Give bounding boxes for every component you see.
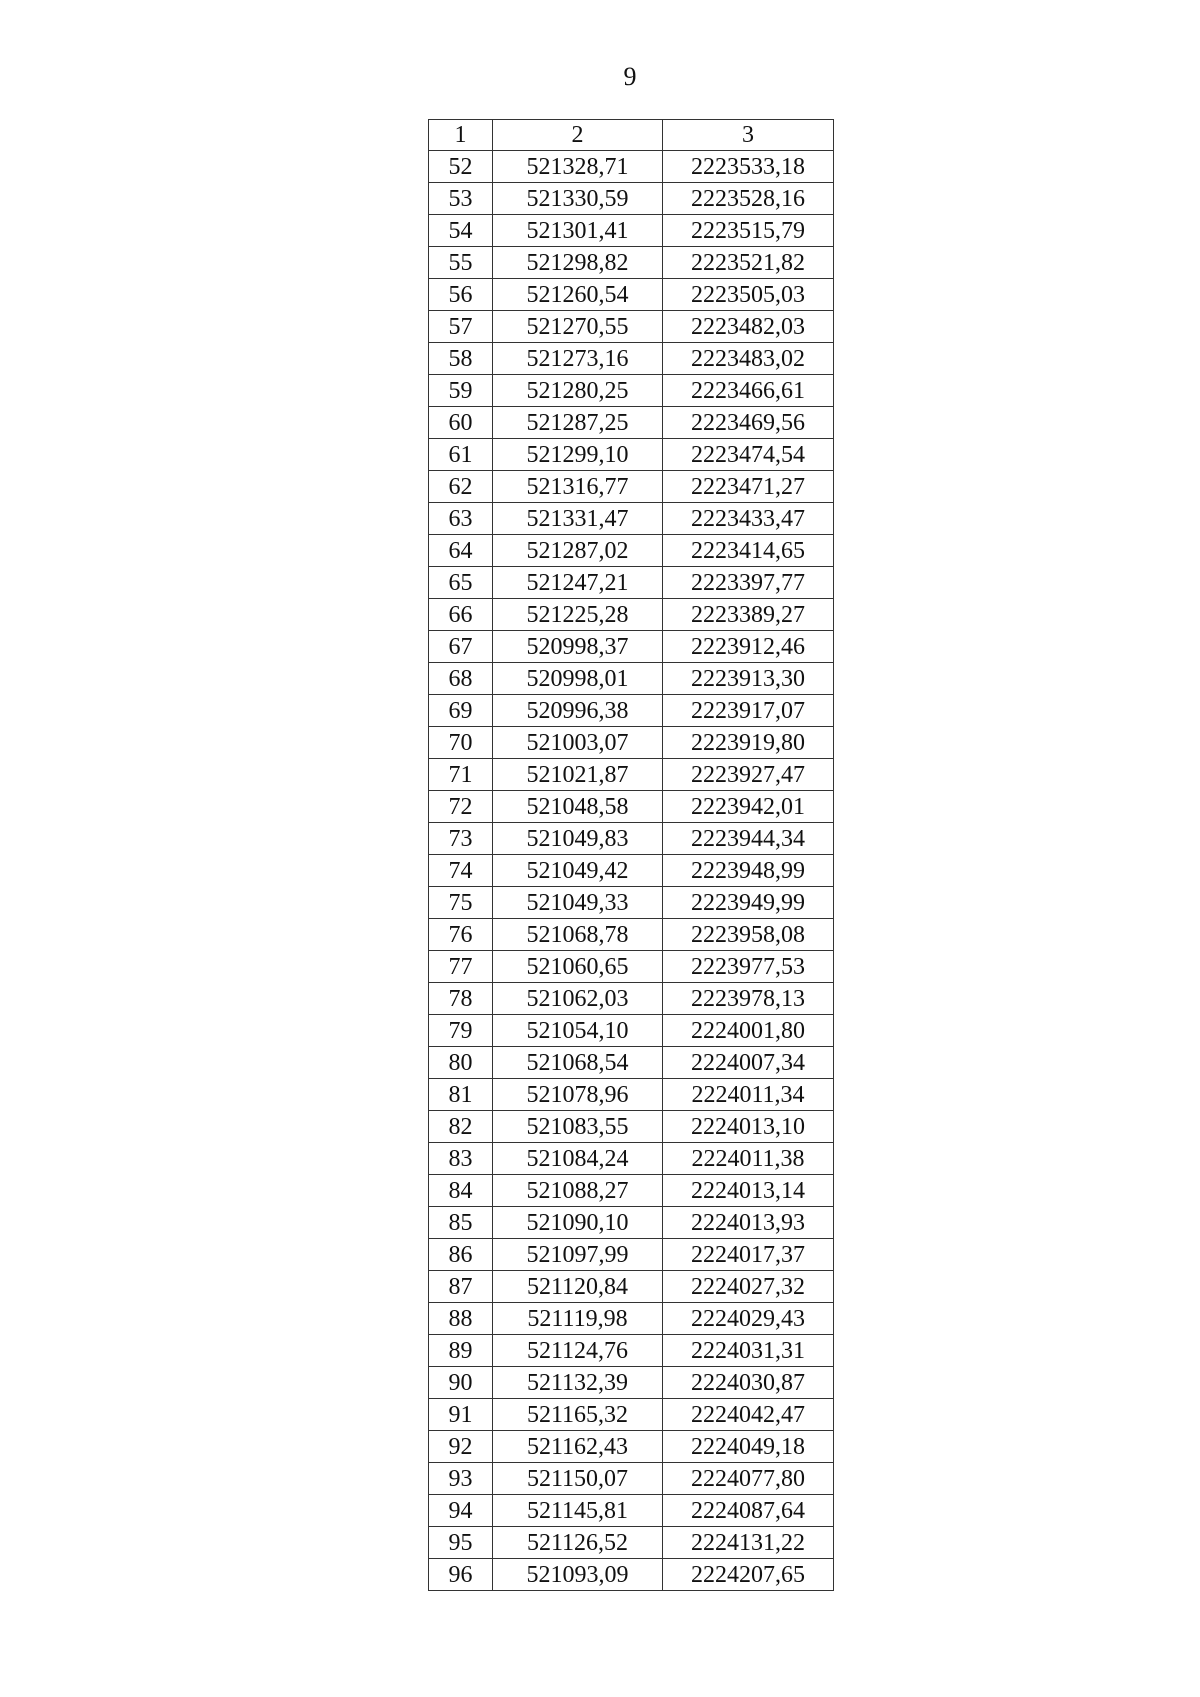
table-row (429, 951, 834, 983)
point-number-cell: 81 (429, 1079, 493, 1111)
x-coordinate-cell: 521298,82 (493, 247, 663, 279)
y-coordinate-cell: 2224031,31 (663, 1335, 834, 1367)
x-coordinate-cell: 521049,42 (493, 855, 663, 887)
y-coordinate-cell: 2223927,47 (663, 759, 834, 791)
point-number-cell: 69 (429, 695, 493, 727)
x-coordinate-cell: 521054,10 (493, 1015, 663, 1047)
x-coordinate-cell: 521124,76 (493, 1335, 663, 1367)
table-row (429, 311, 834, 343)
point-number-cell: 54 (429, 215, 493, 247)
x-coordinate-cell: 521126,52 (493, 1527, 663, 1559)
x-coordinate-cell: 521120,84 (493, 1271, 663, 1303)
point-number-cell: 60 (429, 407, 493, 439)
y-coordinate-cell: 2223474,54 (663, 439, 834, 471)
point-number-cell: 64 (429, 535, 493, 567)
y-coordinate-cell: 2224011,38 (663, 1143, 834, 1175)
point-number-cell: 56 (429, 279, 493, 311)
y-coordinate-cell: 2223958,08 (663, 919, 834, 951)
x-coordinate-cell: 521225,28 (493, 599, 663, 631)
x-coordinate-cell: 521021,87 (493, 759, 663, 791)
table-row (429, 503, 834, 535)
table-row (429, 983, 834, 1015)
point-number-cell: 67 (429, 631, 493, 663)
y-coordinate-cell: 2223389,27 (663, 599, 834, 631)
x-coordinate-cell: 521003,07 (493, 727, 663, 759)
x-coordinate-cell: 521280,25 (493, 375, 663, 407)
table-row (429, 695, 834, 727)
table-row (429, 1527, 834, 1559)
point-number-cell: 71 (429, 759, 493, 791)
y-coordinate-cell: 2224077,80 (663, 1463, 834, 1495)
x-coordinate-cell: 521068,54 (493, 1047, 663, 1079)
y-coordinate-cell: 2223949,99 (663, 887, 834, 919)
table-row (429, 1399, 834, 1431)
point-number-cell: 74 (429, 855, 493, 887)
point-number-cell: 90 (429, 1367, 493, 1399)
point-number-cell: 77 (429, 951, 493, 983)
point-number-cell: 95 (429, 1527, 493, 1559)
x-coordinate-cell: 520996,38 (493, 695, 663, 727)
x-coordinate-cell: 521097,99 (493, 1239, 663, 1271)
table-row (429, 1463, 834, 1495)
table-row (429, 1079, 834, 1111)
point-number-cell: 94 (429, 1495, 493, 1527)
table-row (429, 375, 834, 407)
point-number-cell: 86 (429, 1239, 493, 1271)
table-row (429, 663, 834, 695)
table-row (429, 1367, 834, 1399)
x-coordinate-cell: 521328,71 (493, 151, 663, 183)
x-coordinate-cell: 521270,55 (493, 311, 663, 343)
x-coordinate-cell: 521165,32 (493, 1399, 663, 1431)
point-number-cell: 87 (429, 1271, 493, 1303)
y-coordinate-cell: 2223471,27 (663, 471, 834, 503)
y-coordinate-cell: 2224087,64 (663, 1495, 834, 1527)
column-header-2: 2 (493, 120, 663, 151)
y-coordinate-cell: 2224042,47 (663, 1399, 834, 1431)
point-number-cell: 83 (429, 1143, 493, 1175)
table-row (429, 919, 834, 951)
table-row (429, 855, 834, 887)
table-row (429, 1431, 834, 1463)
y-coordinate-cell: 2223977,53 (663, 951, 834, 983)
point-number-cell: 63 (429, 503, 493, 535)
x-coordinate-cell: 521287,25 (493, 407, 663, 439)
table-row (429, 279, 834, 311)
x-coordinate-cell: 521049,83 (493, 823, 663, 855)
point-number-cell: 72 (429, 791, 493, 823)
y-coordinate-cell: 2223515,79 (663, 215, 834, 247)
point-number-cell: 62 (429, 471, 493, 503)
y-coordinate-cell: 2223414,65 (663, 535, 834, 567)
x-coordinate-cell: 521316,77 (493, 471, 663, 503)
x-coordinate-cell: 521083,55 (493, 1111, 663, 1143)
y-coordinate-cell: 2223505,03 (663, 279, 834, 311)
point-number-cell: 89 (429, 1335, 493, 1367)
x-coordinate-cell: 521084,24 (493, 1143, 663, 1175)
table-row (429, 247, 834, 279)
y-coordinate-cell: 2223944,34 (663, 823, 834, 855)
point-number-cell: 79 (429, 1015, 493, 1047)
point-number-cell: 85 (429, 1207, 493, 1239)
table-row (429, 823, 834, 855)
x-coordinate-cell: 521119,98 (493, 1303, 663, 1335)
point-number-cell: 93 (429, 1463, 493, 1495)
point-number-cell: 58 (429, 343, 493, 375)
y-coordinate-cell: 2223942,01 (663, 791, 834, 823)
x-coordinate-cell: 521060,65 (493, 951, 663, 983)
table-row (429, 1047, 834, 1079)
x-coordinate-cell: 521062,03 (493, 983, 663, 1015)
y-coordinate-cell: 2224017,37 (663, 1239, 834, 1271)
point-number-cell: 70 (429, 727, 493, 759)
coordinates-table (428, 119, 834, 1591)
x-coordinate-cell: 521331,47 (493, 503, 663, 535)
table-row (429, 439, 834, 471)
table-row (429, 1271, 834, 1303)
point-number-cell: 53 (429, 183, 493, 215)
page-number: 9 (623, 62, 637, 91)
y-coordinate-cell: 2223917,07 (663, 695, 834, 727)
table-row (429, 215, 834, 247)
y-coordinate-cell: 2223433,47 (663, 503, 834, 535)
table-row (429, 1335, 834, 1367)
column-header-1: 1 (429, 120, 493, 151)
point-number-cell: 88 (429, 1303, 493, 1335)
table-row (429, 599, 834, 631)
y-coordinate-cell: 2223912,46 (663, 631, 834, 663)
point-number-cell: 52 (429, 151, 493, 183)
table-row (429, 727, 834, 759)
point-number-cell: 73 (429, 823, 493, 855)
x-coordinate-cell: 521260,54 (493, 279, 663, 311)
table-row (429, 759, 834, 791)
table-row (429, 1175, 834, 1207)
point-number-cell: 82 (429, 1111, 493, 1143)
x-coordinate-cell: 521150,07 (493, 1463, 663, 1495)
table-row (429, 1143, 834, 1175)
table-row (429, 1495, 834, 1527)
point-number-cell: 66 (429, 599, 493, 631)
x-coordinate-cell: 521088,27 (493, 1175, 663, 1207)
y-coordinate-cell: 2223469,56 (663, 407, 834, 439)
point-number-cell: 78 (429, 983, 493, 1015)
x-coordinate-cell: 521048,58 (493, 791, 663, 823)
y-coordinate-cell: 2223948,99 (663, 855, 834, 887)
y-coordinate-cell: 2224013,14 (663, 1175, 834, 1207)
table-body (429, 151, 834, 1591)
point-number-cell: 80 (429, 1047, 493, 1079)
x-coordinate-cell: 520998,37 (493, 631, 663, 663)
y-coordinate-cell: 2223482,03 (663, 311, 834, 343)
y-coordinate-cell: 2224013,93 (663, 1207, 834, 1239)
point-number-cell: 91 (429, 1399, 493, 1431)
point-number-cell: 61 (429, 439, 493, 471)
y-coordinate-cell: 2224007,34 (663, 1047, 834, 1079)
y-coordinate-cell: 2223483,02 (663, 343, 834, 375)
y-coordinate-cell: 2223919,80 (663, 727, 834, 759)
y-coordinate-cell: 2224011,34 (663, 1079, 834, 1111)
y-coordinate-cell: 2224207,65 (663, 1559, 834, 1591)
point-number-cell: 59 (429, 375, 493, 407)
table-row (429, 343, 834, 375)
x-coordinate-cell: 521287,02 (493, 535, 663, 567)
table-row (429, 151, 834, 183)
table-row (429, 1207, 834, 1239)
x-coordinate-cell: 521068,78 (493, 919, 663, 951)
table-row (429, 471, 834, 503)
y-coordinate-cell: 2224027,32 (663, 1271, 834, 1303)
table-row (429, 535, 834, 567)
table-row (429, 567, 834, 599)
y-coordinate-cell: 2224013,10 (663, 1111, 834, 1143)
table-row (429, 1559, 834, 1591)
table-row (429, 1015, 834, 1047)
x-coordinate-cell: 521132,39 (493, 1367, 663, 1399)
y-coordinate-cell: 2224049,18 (663, 1431, 834, 1463)
x-coordinate-cell: 521145,81 (493, 1495, 663, 1527)
x-coordinate-cell: 521162,43 (493, 1431, 663, 1463)
x-coordinate-cell: 521301,41 (493, 215, 663, 247)
y-coordinate-cell: 2223528,16 (663, 183, 834, 215)
point-number-cell: 55 (429, 247, 493, 279)
point-number-cell: 84 (429, 1175, 493, 1207)
x-coordinate-cell: 521093,09 (493, 1559, 663, 1591)
y-coordinate-cell: 2224131,22 (663, 1527, 834, 1559)
point-number-cell: 92 (429, 1431, 493, 1463)
table-row (429, 1239, 834, 1271)
x-coordinate-cell: 521330,59 (493, 183, 663, 215)
table-row (429, 407, 834, 439)
x-coordinate-cell: 521299,10 (493, 439, 663, 471)
x-coordinate-cell: 521273,16 (493, 343, 663, 375)
y-coordinate-cell: 2224030,87 (663, 1367, 834, 1399)
table-row (429, 1303, 834, 1335)
point-number-cell: 96 (429, 1559, 493, 1591)
column-header-3: 3 (663, 120, 834, 151)
table-header-row (429, 120, 834, 151)
point-number-cell: 65 (429, 567, 493, 599)
table-row (429, 791, 834, 823)
point-number-cell: 68 (429, 663, 493, 695)
x-coordinate-cell: 521090,10 (493, 1207, 663, 1239)
y-coordinate-cell: 2224029,43 (663, 1303, 834, 1335)
x-coordinate-cell: 521247,21 (493, 567, 663, 599)
table-row (429, 887, 834, 919)
point-number-cell: 76 (429, 919, 493, 951)
y-coordinate-cell: 2224001,80 (663, 1015, 834, 1047)
table-row (429, 1111, 834, 1143)
y-coordinate-cell: 2223913,30 (663, 663, 834, 695)
x-coordinate-cell: 520998,01 (493, 663, 663, 695)
point-number-cell: 75 (429, 887, 493, 919)
table-row (429, 631, 834, 663)
x-coordinate-cell: 521049,33 (493, 887, 663, 919)
y-coordinate-cell: 2223533,18 (663, 151, 834, 183)
y-coordinate-cell: 2223466,61 (663, 375, 834, 407)
table-row (429, 183, 834, 215)
x-coordinate-cell: 521078,96 (493, 1079, 663, 1111)
y-coordinate-cell: 2223521,82 (663, 247, 834, 279)
y-coordinate-cell: 2223397,77 (663, 567, 834, 599)
point-number-cell: 57 (429, 311, 493, 343)
y-coordinate-cell: 2223978,13 (663, 983, 834, 1015)
